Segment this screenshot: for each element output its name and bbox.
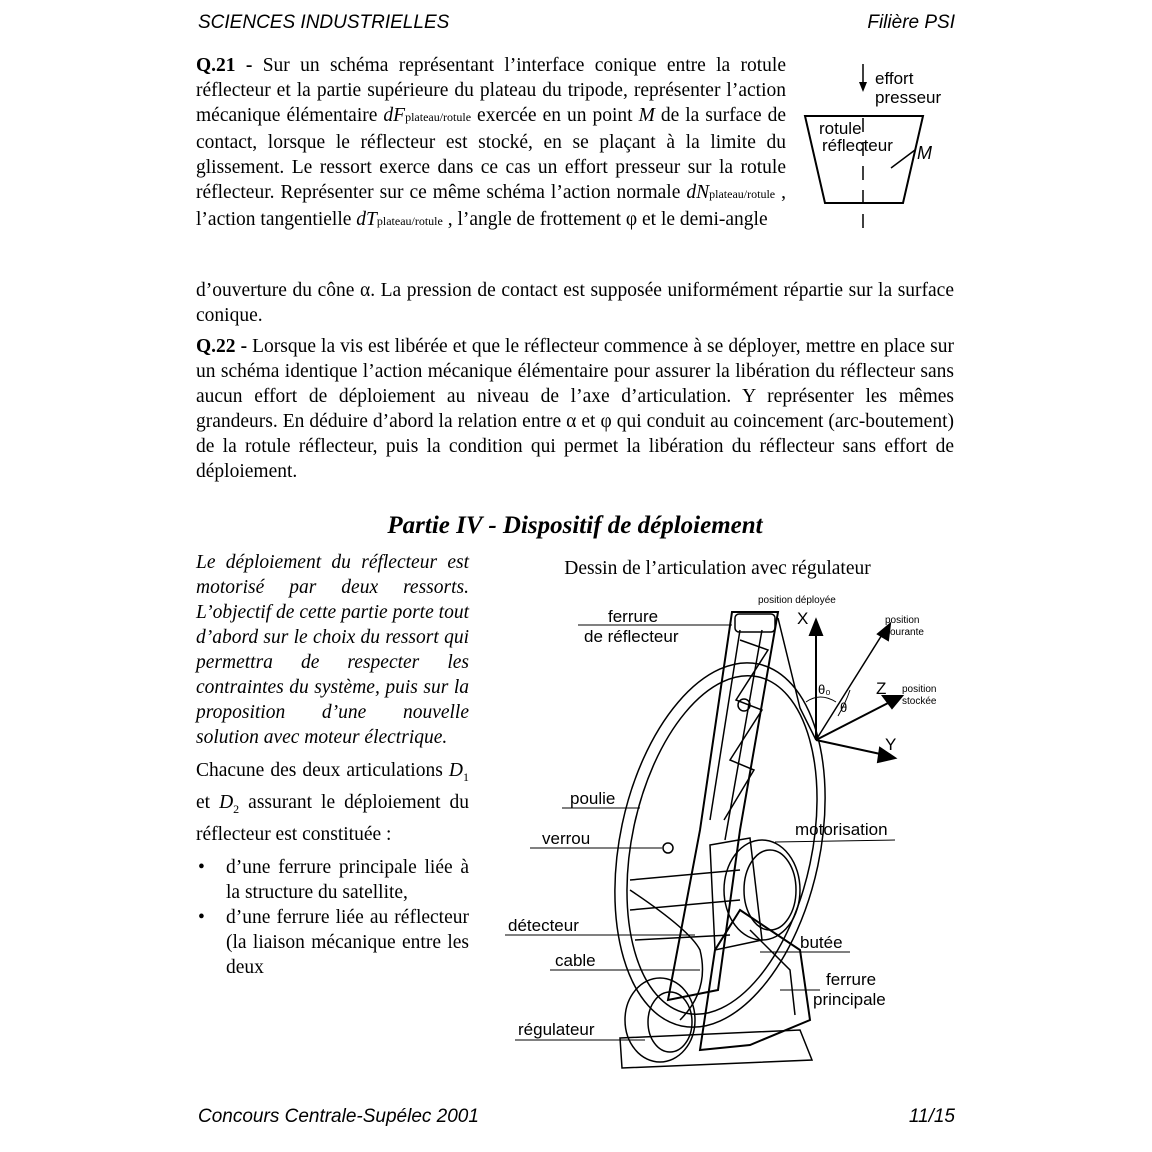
label-cable: cable	[555, 951, 596, 970]
drawing-caption: Dessin de l’articulation avec régulateur	[564, 558, 871, 579]
vector-dT: dT	[356, 209, 377, 230]
pulley-spoke	[630, 870, 740, 880]
vector-dN: dN	[686, 182, 710, 203]
articulation-drawing	[500, 590, 960, 1080]
question-22	[196, 334, 954, 484]
q21-text-4: , l’action tangentielle	[196, 182, 787, 230]
q21-label: Q.21 -	[196, 55, 253, 76]
deployed-line	[778, 618, 816, 740]
q21-text-1: Sur un schéma représentant l’interface conique entre la rotule réflecteur et la partie supérieure du plateau du tripode, représenter l’action mécanique élémentaire	[196, 55, 787, 126]
left-column	[196, 550, 469, 980]
label-position-courante-2: courante	[885, 627, 924, 638]
label-position-deployee: position déployée	[758, 595, 836, 606]
q22-text: Lorsque la vis est libérée et que le réflecteur commence à se déployer, mettre en place sur un schéma identique l’action mécanique élémentaire pour assurer la libération du réflecteur sans aucun effort de déploiement au niveau de l’axe d’articulation. Y représenter les mêmes grandeurs. En déduire d’abord la relation entre α et φ qui conduit au coincement (arc-boutement) de la rotule réflecteur, puis la condition qui permet la libération du réflecteur sans effort de déploiement.	[196, 336, 954, 482]
q21-text-3: de la surface de contact, lorsque le réflecteur est stocké, en se plaçant à la limite du glissement. Le ressort exerce dans ce cas un effort presseur sur la rotule réflecteur. Représenter sur ce même schéma l’action normale	[196, 105, 786, 203]
lock-pin	[663, 843, 673, 853]
pulley-spoke	[635, 935, 730, 940]
intro-paragraph: Le déploiement du réflecteur est motorisé par deux ressorts. L’objectif de cette partie porte tout d’abord sur le choix du ressort qui permettra de respecter les contraintes du système, puis sur la proposition d’une nouvelle solution avec moteur électrique.	[196, 552, 469, 748]
q21-text-5: , l’angle de frottement φ et le demi-angle	[442, 209, 768, 230]
label-position-stockee-1: position	[902, 684, 937, 695]
label-x: X	[797, 609, 809, 628]
component-list	[196, 855, 469, 980]
cone-label-m: M	[917, 143, 932, 163]
effort-arrow-head	[859, 82, 867, 92]
label-ferrure-principale-1: ferrure	[826, 970, 877, 989]
axis-y	[816, 740, 885, 755]
label-de-reflecteur: de réflecteur	[584, 627, 679, 646]
label-position-courante-1: position	[885, 615, 920, 626]
p2-text-a: Chacune des deux articulations	[196, 760, 449, 781]
vector-dF-sub: plateau/rotule	[405, 110, 472, 124]
label-theta0: θ₀	[818, 682, 831, 697]
d1-symbol: D	[448, 760, 463, 781]
label-poulie: poulie	[570, 789, 616, 808]
section-title: Partie IV - Dispositif de déploiement	[387, 512, 763, 539]
label-butee: butée	[800, 933, 843, 952]
pulley-wheel-inner	[598, 658, 846, 1032]
list-item: • d’une ferrure liée au réflecteur (la liaison mécanique entre les deux	[196, 905, 469, 980]
fitting-top-block	[735, 614, 775, 632]
cone-label-effort: effort	[875, 69, 914, 88]
cone-label-rotule: rotule	[819, 119, 862, 138]
d2-sub: 2	[233, 801, 240, 816]
q21-tail: d’ouverture du cône α. La pression de contact est supposée uniformément répartie sur la surface conique.	[196, 280, 954, 326]
p2-text-b: et	[196, 791, 220, 813]
d2-symbol: D	[219, 791, 234, 813]
p2-text-c: assurant le déploiement du réflecteur est constituée :	[196, 791, 470, 845]
label-theta: θ	[840, 700, 848, 715]
cone-diagram	[795, 58, 965, 248]
header-title: SCIENCES INDUSTRIELLES	[198, 12, 450, 33]
vector-dT-sub: plateau/rotule	[376, 214, 443, 228]
main-fitting	[700, 910, 810, 1050]
list-item: • d’une ferrure principale liée à la structure du satellite,	[196, 855, 469, 905]
leader-motorisation	[775, 840, 895, 842]
label-ferrure: ferrure	[608, 607, 659, 626]
cone-label-reflecteur: réflecteur	[822, 136, 893, 155]
label-verrou: verrou	[542, 829, 591, 848]
vector-dN-sub: plateau/rotule	[709, 187, 776, 201]
label-regulateur: régulateur	[518, 1020, 595, 1039]
label-position-stockee-2: stockée	[902, 696, 937, 707]
label-motorisation: motorisation	[795, 820, 888, 839]
q22-label: Q.22 -	[196, 336, 248, 357]
point-m: M	[638, 105, 655, 126]
q21-text-2: exercée en un point	[471, 105, 639, 126]
axis-x-head	[810, 620, 822, 635]
vector-dF: dF	[383, 105, 406, 126]
question-21	[196, 53, 786, 234]
theta0-arc	[806, 697, 836, 702]
cone-label-presseur: presseur	[875, 88, 942, 107]
label-y: Y	[885, 735, 897, 754]
label-z: Z	[876, 679, 887, 698]
label-detecteur: détecteur	[508, 916, 579, 935]
header-track: Filière PSI	[867, 12, 955, 33]
articulation-paragraph	[196, 758, 469, 847]
d1-sub: 1	[463, 769, 469, 784]
page-number: 11/15	[908, 1106, 955, 1127]
label-ferrure-principale-2: principale	[813, 990, 886, 1009]
footer-contest: Concours Centrale-Supélec 2001	[198, 1106, 479, 1127]
